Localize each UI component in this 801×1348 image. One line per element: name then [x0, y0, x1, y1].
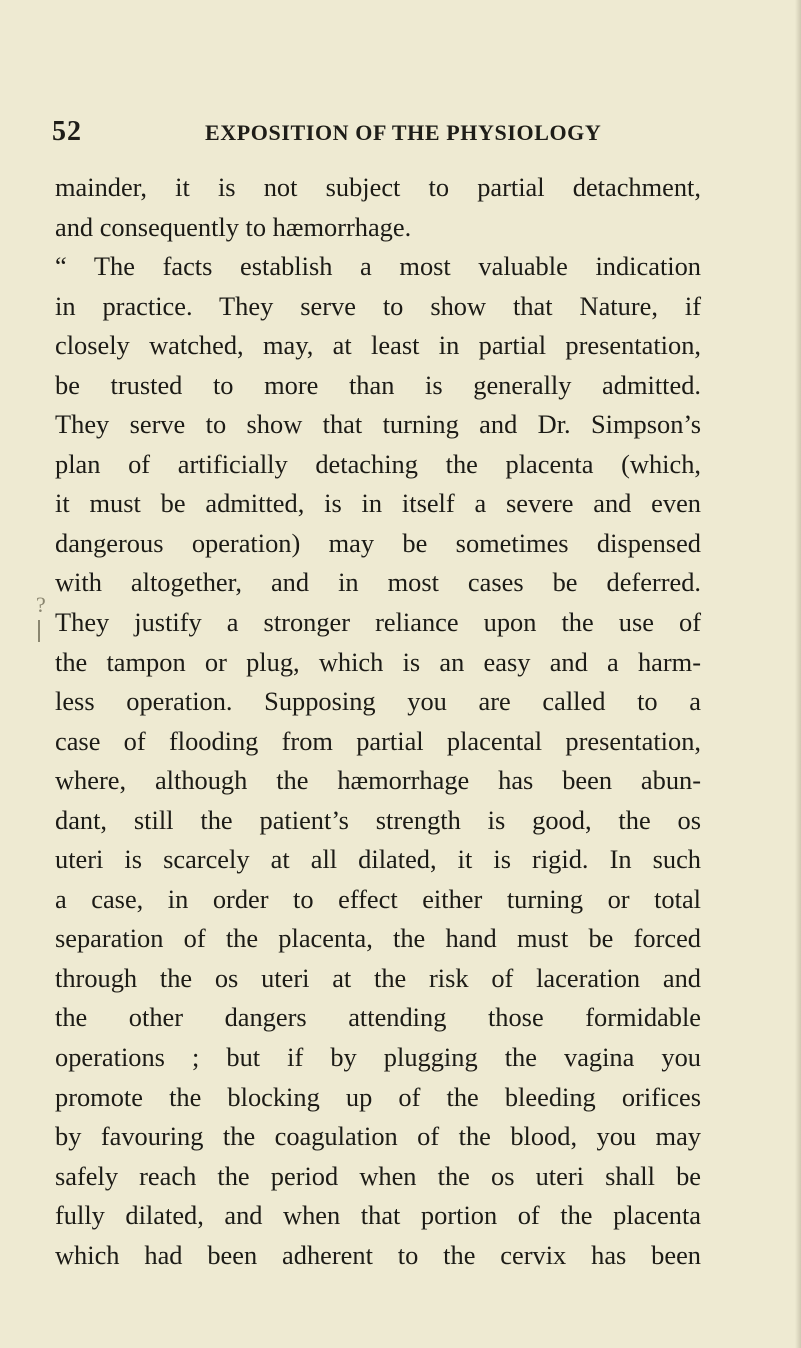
- text-line: through the os uteri at the risk of laceration and: [55, 962, 701, 993]
- text-line: operations ; but if by plugging the vagina you: [55, 1042, 701, 1073]
- text-line: uteri is scarcely at all dilated, it is rigid. In such: [55, 844, 701, 875]
- page-edge-shadow: [795, 0, 801, 1348]
- text-line: closely watched, may, at least in partial presentation,: [55, 330, 701, 361]
- page-number: 52: [52, 116, 82, 147]
- text-line: separation of the placenta, the hand must be forced: [55, 923, 701, 954]
- text-line: plan of artificially detaching the placenta (which,: [55, 448, 701, 479]
- text-line: They serve to show that turning and Dr. Simpson’s: [55, 409, 701, 440]
- text-line: by favouring the coagulation of the blood, you may: [55, 1121, 701, 1152]
- text-line: with altogether, and in most cases be deferred.: [55, 567, 701, 598]
- text-line: a case, in order to effect either turning or total: [55, 883, 701, 914]
- text-line: They justify a stronger reliance upon the use of: [55, 607, 701, 638]
- text-line: where, although the hæmorrhage has been abun-: [55, 765, 701, 796]
- margin-pencil-stroke: [38, 620, 40, 642]
- text-line: the other dangers attending those formidable: [55, 1002, 701, 1033]
- text-line: mainder, it is not subject to partial detachment,: [55, 172, 701, 202]
- body-text: [55, 168, 701, 1275]
- text-line: promote the blocking up of the bleeding orifices: [55, 1081, 701, 1112]
- text-line: less operation. Supposing you are called to a: [55, 686, 701, 717]
- text-line: case of flooding from partial placental presentation,: [55, 725, 701, 756]
- text-line: dant, still the patient’s strength is good, the os: [55, 804, 701, 835]
- margin-pencil-mark: ?: [36, 592, 46, 617]
- text-line: which had been adherent to the cervix has been: [55, 1239, 701, 1270]
- page-header: [52, 116, 752, 156]
- text-line: be trusted to more than is generally admitted.: [55, 369, 701, 400]
- text-line: dangerous operation) may be sometimes dispensed: [55, 527, 701, 558]
- text-line: fully dilated, and when that portion of the placenta: [55, 1200, 701, 1231]
- text-line: safely reach the period when the os uteri shall be: [55, 1160, 701, 1191]
- text-line: in practice. They serve to show that Nature, if: [55, 290, 701, 321]
- text-line: and consequently to hæmorrhage.: [55, 211, 412, 242]
- text-line: “ The facts establish a most valuable indication: [55, 251, 701, 282]
- text-line: the tampon or plug, which is an easy and a harm-: [55, 646, 701, 677]
- running-head: EXPOSITION OF THE PHYSIOLOGY: [205, 120, 602, 145]
- text-line: it must be admitted, is in itself a severe and even: [55, 488, 701, 519]
